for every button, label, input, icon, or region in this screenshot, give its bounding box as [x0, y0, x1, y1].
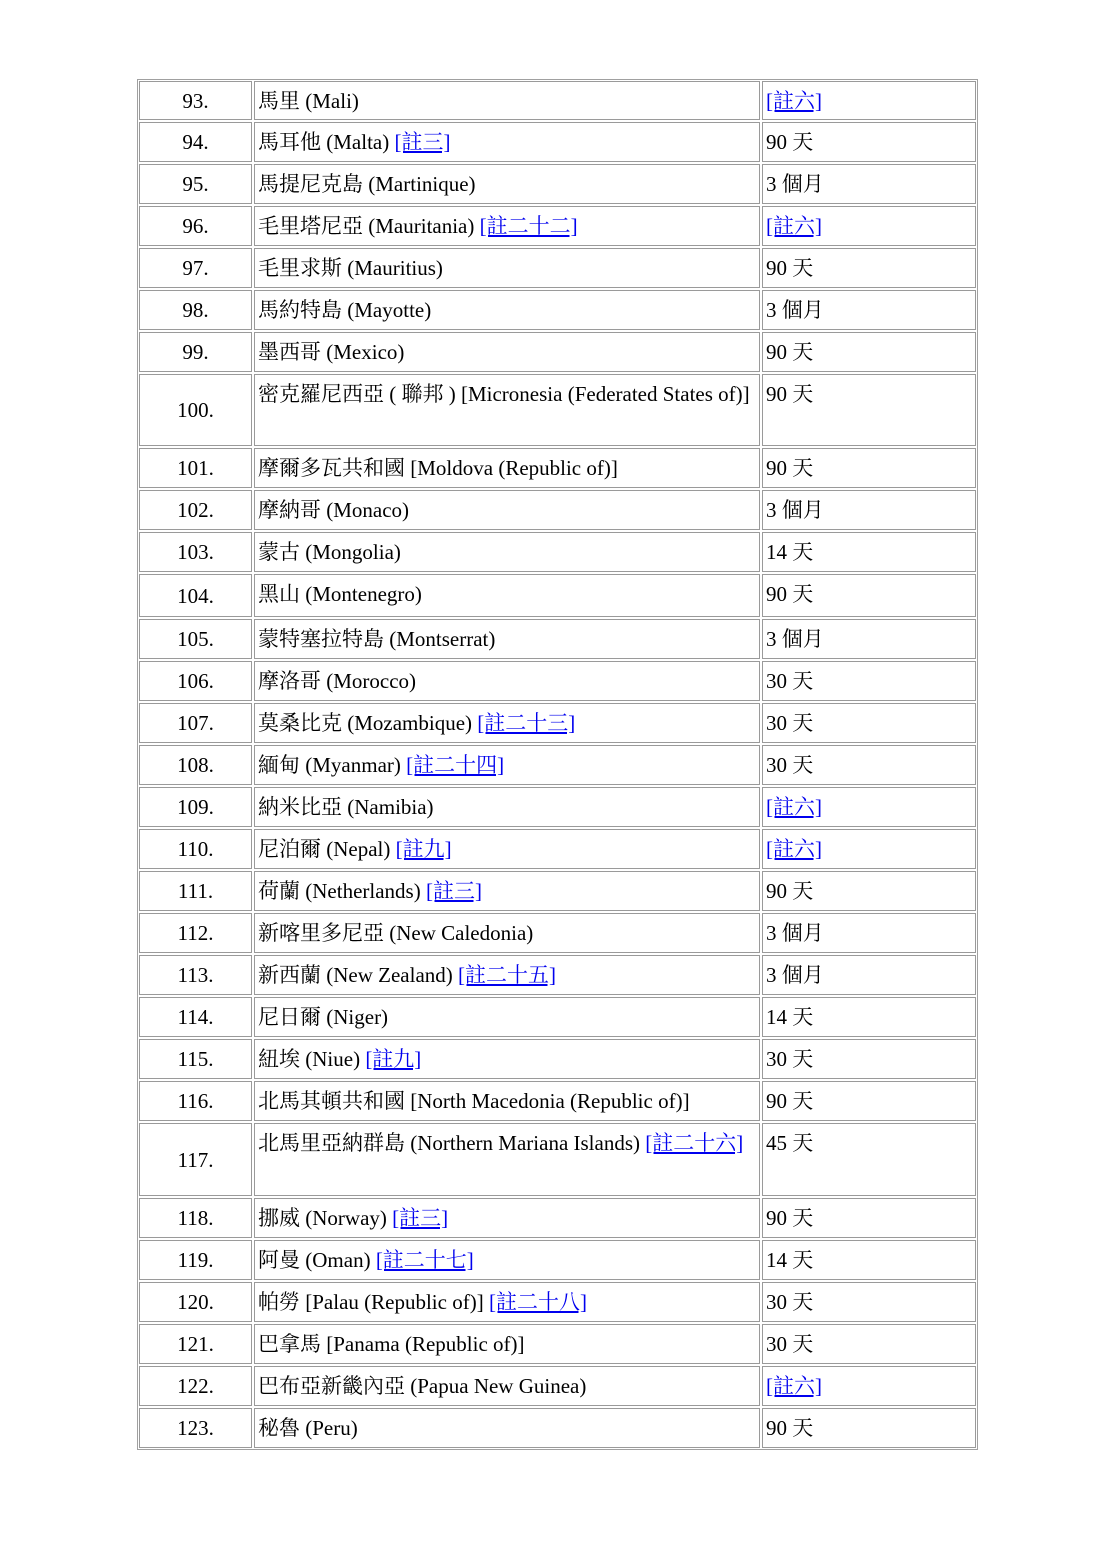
- visa-stay-table: [137, 79, 978, 1450]
- stay-duration: [762, 787, 976, 827]
- table-row: [139, 490, 976, 530]
- note-link[interactable]: [註二十五]: [458, 963, 557, 987]
- row-number-text: 109.: [177, 795, 214, 819]
- row-number-text: 120.: [177, 1290, 214, 1314]
- row-number-text: 98.: [182, 298, 209, 322]
- table-row: [139, 1123, 976, 1196]
- note-link[interactable]: [註二十二]: [479, 214, 578, 238]
- note-link[interactable]: [註三]: [425, 879, 482, 903]
- row-number-text: 100.: [177, 398, 214, 422]
- country-name: [254, 787, 760, 827]
- stay-duration-text: 30 天: [766, 669, 814, 693]
- note-link[interactable]: [註六]: [766, 89, 822, 113]
- country-name-text: 巴拿馬 [Panama (Republic of)]: [258, 1332, 525, 1356]
- stay-duration: [762, 661, 976, 701]
- table-row: [139, 619, 976, 659]
- country-name: [254, 997, 760, 1037]
- country-name: [254, 1198, 760, 1238]
- row-number: [139, 955, 252, 995]
- row-number: [139, 532, 252, 572]
- stay-duration-text: 90 天: [766, 256, 814, 280]
- row-number-text: 114.: [177, 1005, 214, 1029]
- country-name: [254, 374, 760, 446]
- country-name-text: 尼泊爾 (Nepal): [258, 837, 396, 861]
- stay-duration: [762, 374, 976, 446]
- country-name: [254, 164, 760, 204]
- note-link[interactable]: [註九]: [395, 837, 452, 861]
- row-number: [139, 122, 252, 162]
- table-row: [139, 1408, 976, 1448]
- table-row: [139, 1081, 976, 1121]
- row-number: [139, 574, 252, 617]
- row-number: [139, 661, 252, 701]
- country-name-text: 墨西哥 (Mexico): [258, 340, 405, 364]
- row-number: [139, 164, 252, 204]
- country-name-text: 馬里 (Mali): [258, 89, 359, 113]
- table-row: [139, 997, 976, 1037]
- table-row: [139, 532, 976, 572]
- row-number-text: 95.: [182, 172, 209, 196]
- row-number: [139, 913, 252, 953]
- country-name: [254, 829, 760, 869]
- stay-duration-text: 30 天: [766, 753, 814, 777]
- table-row: [139, 374, 976, 446]
- row-number: [139, 206, 252, 246]
- stay-duration-text: 14 天: [766, 1248, 814, 1272]
- country-name-text: 帕勞 [Palau (Republic of)]: [258, 1290, 489, 1314]
- row-number-text: 101.: [177, 456, 214, 480]
- row-number-text: 119.: [177, 1248, 214, 1272]
- stay-duration: [762, 955, 976, 995]
- stay-duration: [762, 1081, 976, 1121]
- table-row: [139, 787, 976, 827]
- row-number: [139, 1324, 252, 1364]
- note-link[interactable]: [註九]: [365, 1047, 422, 1071]
- country-name-text: 密克羅尼西亞 ( 聯邦 ) [Micronesia (Federated States of)]: [258, 382, 750, 406]
- stay-duration: [762, 448, 976, 488]
- row-number-text: 107.: [177, 711, 214, 735]
- stay-duration-text: 90 天: [766, 1206, 814, 1230]
- stay-duration: [762, 1366, 976, 1406]
- country-name: [254, 871, 760, 911]
- table-row: [139, 1198, 976, 1238]
- country-name-text: 新喀里多尼亞 (New Caledonia): [258, 921, 534, 945]
- row-number-text: 97.: [182, 256, 209, 280]
- row-number-text: 108.: [177, 753, 214, 777]
- stay-duration-text: 90 天: [766, 1416, 814, 1440]
- stay-duration-text: 90 天: [766, 582, 814, 606]
- row-number: [139, 1240, 252, 1280]
- row-number-text: 96.: [182, 214, 209, 238]
- country-name: [254, 745, 760, 785]
- row-number: [139, 745, 252, 785]
- row-number-text: 105.: [177, 627, 214, 651]
- country-name-text: 北馬其頓共和國 [North Macedonia (Republic of)]: [258, 1089, 690, 1113]
- row-number: [139, 81, 252, 120]
- stay-duration: [762, 1240, 976, 1280]
- table-row: [139, 122, 976, 162]
- country-name: [254, 448, 760, 488]
- country-name: [254, 81, 760, 120]
- stay-duration: [762, 81, 976, 120]
- country-name-text: 馬提尼克島 (Martinique): [258, 172, 476, 196]
- country-name-text: 秘魯 (Peru): [258, 1416, 358, 1440]
- stay-duration: [762, 829, 976, 869]
- stay-duration-text: 90 天: [766, 879, 814, 903]
- country-name: [254, 206, 760, 246]
- country-name: [254, 1366, 760, 1406]
- stay-duration: [762, 703, 976, 743]
- row-number: [139, 997, 252, 1037]
- stay-duration: [762, 248, 976, 288]
- stay-duration-text: 90 天: [766, 382, 814, 406]
- country-name: [254, 1240, 760, 1280]
- table-row: [139, 745, 976, 785]
- stay-duration: [762, 1039, 976, 1079]
- row-number-text: 117.: [177, 1147, 214, 1172]
- table-row: [139, 871, 976, 911]
- country-name-text: 緬甸 (Myanmar): [258, 753, 407, 777]
- country-name-text: 新西蘭 (New Zealand): [258, 963, 459, 987]
- row-number-text: 93.: [182, 88, 209, 113]
- stay-duration: [762, 1408, 976, 1448]
- country-name-text: 摩納哥 (Monaco): [258, 498, 410, 522]
- country-name: [254, 248, 760, 288]
- row-number-text: 115.: [177, 1047, 214, 1071]
- country-name: [254, 661, 760, 701]
- table-row: [139, 661, 976, 701]
- table-row: [139, 206, 976, 246]
- row-number: [139, 374, 252, 446]
- table-row: [139, 81, 976, 120]
- row-number-text: 113.: [177, 963, 214, 987]
- table-row: [139, 829, 976, 869]
- stay-duration-text: 30 天: [766, 1047, 814, 1071]
- table-row: [139, 1324, 976, 1364]
- row-number-text: 94.: [182, 130, 209, 154]
- stay-duration: [762, 290, 976, 330]
- row-number: [139, 1408, 252, 1448]
- row-number-text: 121.: [177, 1332, 214, 1356]
- stay-duration: [762, 997, 976, 1037]
- row-number-text: 110.: [177, 837, 214, 861]
- country-name: [254, 913, 760, 953]
- country-name: [254, 332, 760, 372]
- stay-duration-text: 90 天: [766, 456, 814, 480]
- stay-duration: [762, 745, 976, 785]
- country-name: [254, 290, 760, 330]
- table-row: [139, 164, 976, 204]
- row-number-text: 111.: [177, 879, 214, 903]
- stay-duration-text: 3 個月: [766, 498, 824, 522]
- table-row: [139, 1282, 976, 1322]
- row-number: [139, 703, 252, 743]
- row-number: [139, 1366, 252, 1406]
- country-name-text: 尼日爾 (Niger): [258, 1005, 389, 1029]
- stay-duration-text: 3 個月: [766, 627, 824, 651]
- row-number: [139, 1039, 252, 1079]
- note-link[interactable]: [註二十四]: [406, 753, 505, 777]
- country-name-text: 荷蘭 (Netherlands): [258, 879, 426, 903]
- row-number: [139, 490, 252, 530]
- row-number-text: 104.: [177, 583, 214, 608]
- row-number: [139, 332, 252, 372]
- stay-duration-text: 14 天: [766, 540, 814, 564]
- country-name-text: 蒙特塞拉特島 (Montserrat): [258, 627, 496, 651]
- country-name-text: 納米比亞 (Namibia): [258, 795, 434, 819]
- country-name-text: 摩爾多瓦共和國 [Moldova (Republic of)]: [258, 456, 618, 480]
- row-number: [139, 1282, 252, 1322]
- stay-duration: [762, 1324, 976, 1364]
- row-number: [139, 619, 252, 659]
- row-number-text: 116.: [177, 1089, 214, 1113]
- country-name: [254, 955, 760, 995]
- table-row: [139, 290, 976, 330]
- note-link[interactable]: [註六]: [766, 1374, 822, 1398]
- stay-duration: [762, 490, 976, 530]
- row-number: [139, 787, 252, 827]
- stay-duration: [762, 871, 976, 911]
- table-row: [139, 1039, 976, 1079]
- country-name-text: 馬約特島 (Mayotte): [258, 298, 432, 322]
- stay-duration: [762, 532, 976, 572]
- stay-duration-text: 90 天: [766, 130, 814, 154]
- country-name-text: 阿曼 (Oman): [258, 1248, 376, 1272]
- stay-duration-text: 3 個月: [766, 963, 824, 987]
- note-link[interactable]: [註二十七]: [375, 1248, 474, 1272]
- stay-duration: [762, 122, 976, 162]
- stay-duration-text: 14 天: [766, 1005, 814, 1029]
- row-number: [139, 290, 252, 330]
- row-number-text: 99.: [182, 340, 209, 364]
- row-number-text: 106.: [177, 669, 214, 693]
- row-number-text: 102.: [177, 498, 214, 522]
- table-row: [139, 955, 976, 995]
- country-name-text: 毛里塔尼亞 (Mauritania): [258, 214, 480, 238]
- stay-duration: [762, 332, 976, 372]
- stay-duration-text: 3 個月: [766, 298, 824, 322]
- country-name-text: 挪威 (Norway): [258, 1206, 393, 1230]
- note-link[interactable]: [註六]: [766, 214, 822, 238]
- table-row: [139, 332, 976, 372]
- row-number: [139, 248, 252, 288]
- country-name-text: 紐埃 (Niue): [258, 1047, 366, 1071]
- row-number: [139, 1198, 252, 1238]
- stay-duration: [762, 574, 976, 617]
- row-number-text: 112.: [177, 921, 214, 945]
- country-name-text: 毛里求斯 (Mauritius): [258, 256, 443, 280]
- country-name: [254, 1408, 760, 1448]
- note-link[interactable]: [註六]: [766, 837, 822, 861]
- table-row: [139, 248, 976, 288]
- note-link[interactable]: [註二十三]: [477, 711, 576, 735]
- country-name-text: 馬耳他 (Malta): [258, 130, 395, 154]
- table-row: [139, 913, 976, 953]
- note-link[interactable]: [註二十六]: [645, 1131, 744, 1155]
- table-row: [139, 448, 976, 488]
- row-number-text: 122.: [177, 1374, 214, 1398]
- stay-duration-text: 30 天: [766, 1332, 814, 1356]
- country-name-text: 摩洛哥 (Morocco): [258, 669, 417, 693]
- row-number: [139, 1081, 252, 1121]
- table-row: [139, 1240, 976, 1280]
- country-name: [254, 1039, 760, 1079]
- country-name: [254, 1081, 760, 1121]
- country-name: [254, 1324, 760, 1364]
- row-number: [139, 1123, 252, 1196]
- stay-duration-text: 30 天: [766, 711, 814, 735]
- stay-duration: [762, 619, 976, 659]
- row-number-text: 103.: [177, 540, 214, 564]
- row-number: [139, 829, 252, 869]
- table-row: [139, 703, 976, 743]
- country-name: [254, 619, 760, 659]
- note-link[interactable]: [註二十八]: [488, 1290, 587, 1314]
- country-name-text: 蒙古 (Mongolia): [258, 540, 401, 564]
- stay-duration: [762, 1123, 976, 1196]
- country-name: [254, 1123, 760, 1196]
- note-link[interactable]: [註三]: [394, 130, 451, 154]
- table-row: [139, 574, 976, 617]
- note-link[interactable]: [註三]: [392, 1206, 449, 1230]
- row-number-text: 118.: [177, 1206, 214, 1230]
- note-link[interactable]: [註六]: [766, 795, 822, 819]
- stay-duration: [762, 913, 976, 953]
- stay-duration-text: 45 天: [766, 1131, 814, 1155]
- row-number-text: 123.: [177, 1416, 214, 1440]
- country-name: [254, 532, 760, 572]
- row-number: [139, 871, 252, 911]
- stay-duration-text: 30 天: [766, 1290, 814, 1314]
- stay-duration-text: 3 個月: [766, 921, 824, 945]
- table-row: [139, 1366, 976, 1406]
- stay-duration: [762, 1198, 976, 1238]
- country-name-text: 北馬里亞納群島 (Northern Mariana Islands): [258, 1131, 646, 1155]
- country-name-text: 巴布亞新畿內亞 (Papua New Guinea): [258, 1374, 587, 1398]
- country-name: [254, 122, 760, 162]
- row-number: [139, 448, 252, 488]
- stay-duration: [762, 1282, 976, 1322]
- stay-duration: [762, 164, 976, 204]
- stay-duration-text: 3 個月: [766, 172, 824, 196]
- country-name-text: 莫桑比克 (Mozambique): [258, 711, 478, 735]
- country-name: [254, 574, 760, 617]
- country-name: [254, 703, 760, 743]
- stay-duration: [762, 206, 976, 246]
- stay-duration-text: 90 天: [766, 340, 814, 364]
- stay-duration-text: 90 天: [766, 1089, 814, 1113]
- country-name: [254, 1282, 760, 1322]
- country-name-text: 黑山 (Montenegro): [258, 582, 422, 606]
- country-name: [254, 490, 760, 530]
